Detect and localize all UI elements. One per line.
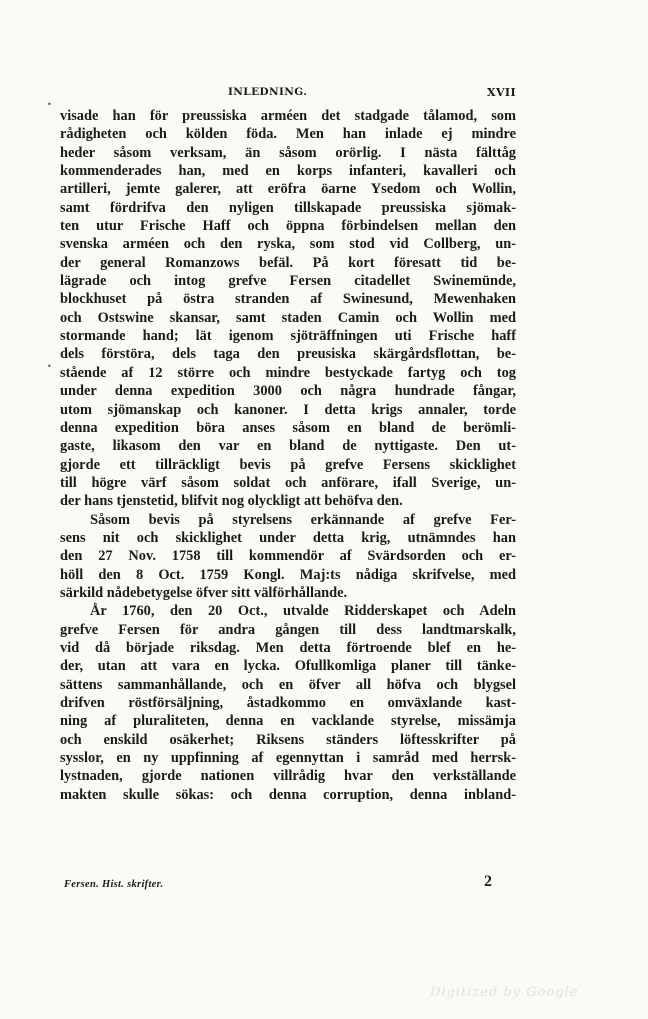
text-line: blockhuset på östra stranden af Swinesund, Mewenhaken	[60, 291, 516, 308]
text-line: der, utan att vara en lycka. Ofullkomliga planer till tänke-	[60, 658, 516, 675]
body-text	[60, 107, 516, 804]
text-line: denna expedition böra anses såsom en bland de berömli-	[60, 419, 516, 436]
text-line: den 27 Nov. 1758 till kommendör af Svärdsorden och er-	[60, 548, 516, 565]
running-header	[60, 86, 516, 104]
text-line: visade han för preussiska arméen det stadgade tålamod, som	[60, 108, 516, 124]
text-line: grefve Fersen för andra gången till dess landtmarskalk,	[60, 621, 516, 638]
text-line: ning af pluraliteten, denna en vacklande styrelse, missämja	[60, 713, 516, 730]
text-line: heder såsom verksam, än såsom orörlig. I nästa fälttåg	[60, 144, 516, 161]
text-line: dels förstöra, dels taga den preusiska skärgårdsflottan, be-	[60, 346, 516, 363]
text-line: sens nit och skicklighet under detta krig, utnämndes han	[60, 529, 516, 546]
text-line: till högre värf såsom soldat och anförare, ifall Sverige, un-	[60, 474, 516, 491]
text-line: Såsom bevis på styrelsens erkännande af grefve Fer-	[90, 511, 516, 528]
text-line: gaste, likasom den var en bland de nyttigaste. Den ut-	[60, 438, 516, 455]
text-line: År 1760, den 20 Oct., utvalde Ridderskapet och Adeln	[90, 603, 516, 620]
text-line: höll den 8 Oct. 1759 Kongl. Maj:ts nådiga skrifvelse, med	[60, 566, 516, 583]
text-line: sysslor, en ny uppfinning af egennyttan i samråd med herrsk-	[60, 750, 516, 767]
sheet-number: 2	[484, 873, 492, 890]
text-line: stående af 12 större och mindre bestyckade fartyg och tog	[60, 364, 516, 381]
signature-mark: Fersen. Hist. skrifter.	[64, 879, 164, 890]
text-line: och enskild osäkerhet; Riksens ständers löftesskrifter på	[60, 731, 516, 748]
text-line: drifven röstförsäljning, åstadkommo en omväxlande kast-	[60, 695, 516, 711]
margin-dot-mark: •	[47, 362, 52, 371]
text-line: svenska arméen och den ryska, som stod vid Collberg, un-	[60, 236, 516, 253]
digitization-watermark: Digitized by Google	[430, 985, 579, 1000]
text-line: kommenderades han, med en korps infanteri, kavalleri och	[60, 163, 516, 180]
text-line: vid då började riksdag. Men detta förtroende blef en he-	[60, 639, 516, 656]
text-line: artilleri, jemte galerer, att eröfra öarne Ysedom och Wollin,	[60, 181, 516, 198]
text-line: sättens sammanhållande, och en öfver all höfva och blygsel	[60, 676, 516, 693]
text-line: der hans tjenstetid, blifvit nog olyckligt att behöfva den.	[60, 493, 403, 510]
text-line: gjorde ett tillräckligt bevis på grefve Fersens skicklighet	[60, 456, 516, 473]
text-line: utom sjömanskap och kanoner. I detta krigs annaler, torde	[60, 401, 516, 418]
text-line: särkild nådebetygelse öfver sitt välförhållande.	[60, 584, 348, 601]
text-line: lystnaden, gjorde nationen villrådig hvar den verkställande	[60, 768, 516, 785]
text-line: samt fördrifva den nyligen tillskapade preussiska sjömak-	[60, 199, 516, 216]
running-title: INLEDNING.	[228, 86, 308, 98]
text-line: lägrade och intog grefve Fersen citadellet Swinemünde,	[60, 273, 516, 290]
text-line: makten skulle sökas: och denna corruption, denna inbland-	[60, 786, 516, 803]
text-line: rådigheten och kölden föda. Men han inlade ej mindre	[60, 126, 516, 143]
page-footer	[60, 875, 516, 895]
text-line: under denna expedition 3000 och några hundrade fångar,	[60, 383, 516, 400]
text-line: der general Romanzows befäl. På kort föresatt tid be-	[60, 254, 516, 271]
margin-dot-mark: •	[47, 100, 52, 109]
text-line: stormande hand; lät igenom sjöträffningen uti Frische haff	[60, 328, 516, 345]
text-line: ten utur Frische Haff och öppna förbindelsen mellan den	[60, 218, 516, 235]
text-line: och Ostswine skansar, samt staden Camin och Wollin med	[60, 309, 516, 326]
page-number-roman: XVII	[487, 86, 516, 99]
